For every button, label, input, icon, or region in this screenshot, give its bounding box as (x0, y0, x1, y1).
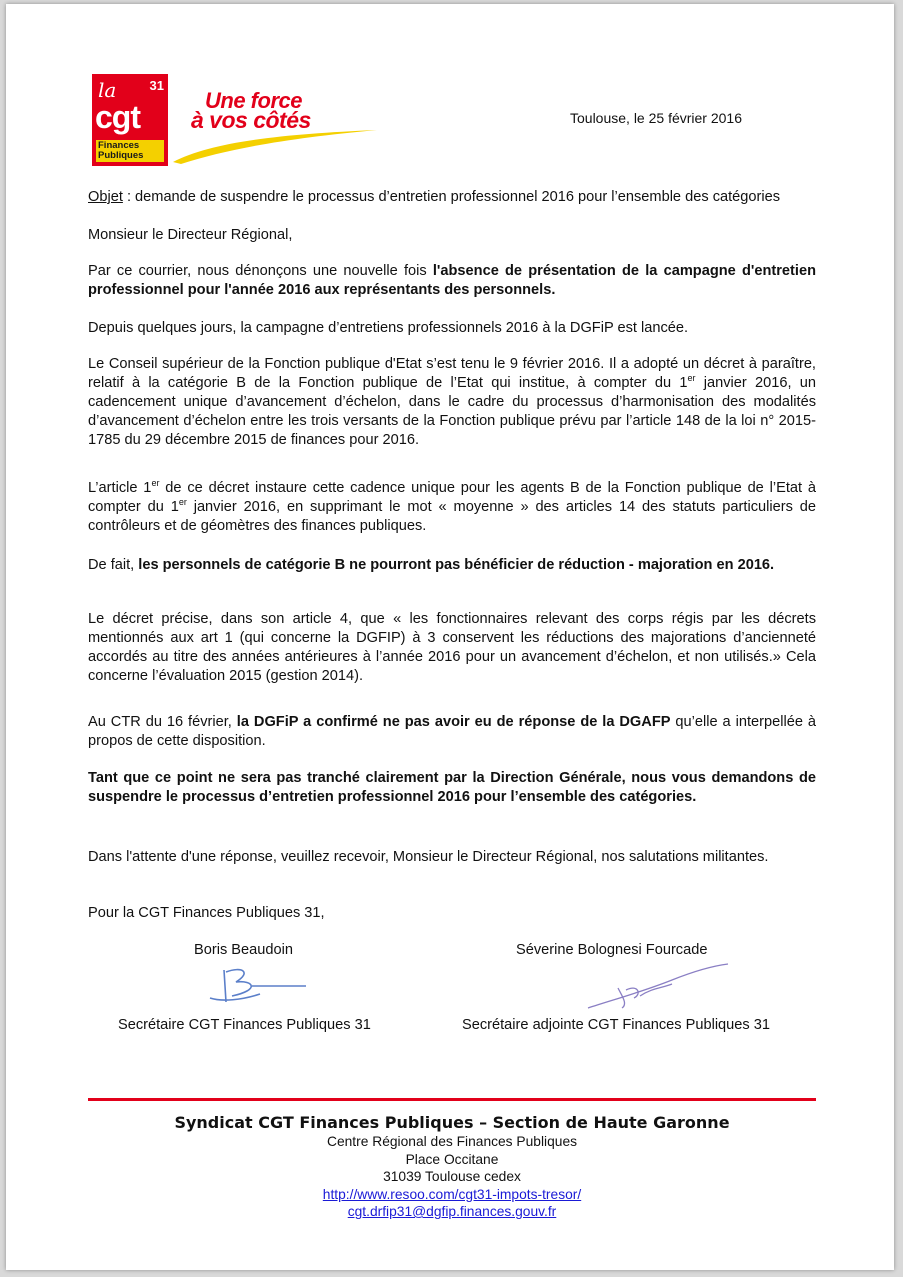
slogan-swoosh-icon (171, 122, 381, 166)
subject-line (88, 188, 816, 207)
slogan (171, 88, 381, 168)
footer-website-link[interactable]: http://www.resoo.com/cgt31-impots-tresor/ (322, 1186, 582, 1202)
subject-label: Objet (88, 189, 123, 205)
footer-address-3: 31039 Toulouse cedex (383, 1169, 521, 1184)
paragraph-6: Le décret précise, dans son article 4, que « les fonctionnaires relevant des corps régis par les décrets mentionnés aux art 1 (qui concerne la DGFIP) à 3 conservent les réductions des majorations d’ancienneté accordés au titre des années antérieures à l’année 2016 pour un avancement d’échelon, et non utilisés.» Cela concerne l’évaluation 2015 (gestion 2014). (88, 611, 816, 684)
logo-la-text: la (98, 78, 117, 102)
logo-finances-publiques: Finances Publiques (96, 140, 164, 162)
footer-address-2: Place Occitane (405, 1151, 499, 1167)
footer-title: Syndicat CGT Finances Publiques – Section de Haute Garonne (174, 1113, 730, 1132)
cgt-logo (92, 74, 168, 166)
slogan-line1: Une force (205, 88, 302, 113)
footer-email-link[interactable]: cgt.drfip31@dgfip.finances.gouv.fr (347, 1204, 557, 1219)
paragraph-7: Au CTR du 16 février, la DGFiP a confirmé ne pas avoir eu de réponse de la DGAFP qu’elle a interpellée à propos de cette disposition. (88, 714, 816, 749)
signatory-2-title: Secrétaire adjointe CGT Finances Publiques 31 (462, 1017, 770, 1033)
paragraph-9: Dans l'attente d'une réponse, veuillez recevoir, Monsieur le Directeur Régional, nos salutations militantes. (88, 849, 769, 865)
footer (88, 1112, 816, 1221)
salutation: Monsieur le Directeur Régional, (88, 227, 293, 243)
footer-divider (88, 1098, 816, 1101)
paragraph-8: Tant que ce point ne sera pas tranché clairement par la Direction Générale, nous vous demandons de suspendre le processus d’entretien professionnel 2016 pour l’ensemble des catégories. (88, 770, 816, 805)
logo-cgt-text: cgt (95, 99, 140, 135)
letter-page (6, 4, 894, 1270)
signatory-2-name: Séverine Bolognesi Fourcade (516, 942, 708, 958)
slogan-line2: à vos côtés (191, 107, 311, 133)
signatory-1-name: Boris Beaudoin (194, 942, 293, 958)
letter-date: Toulouse, le 25 février 2016 (570, 110, 742, 126)
signature-2-icon (582, 958, 732, 1014)
paragraph-2: Depuis quelques jours, la campagne d’entretiens professionnels 2016 à la DGFiP est lancée. (88, 320, 689, 336)
closing-line: Pour la CGT Finances Publiques 31, (88, 905, 325, 921)
signatory-1-title: Secrétaire CGT Finances Publiques 31 (118, 1017, 371, 1033)
logo-number: 31 (149, 78, 164, 93)
paragraph-4: L’article 1er de ce décret instaure cette cadence unique pour les agents B de la Fonction publique de l’Etat à compter du 1er janvier 2016, en supprimant le mot « moyenne » des articles 14 des statuts particuliers de contrôleurs et de géomètres des finances publiques. (88, 478, 817, 534)
subject-text: : demande de suspendre le processus d’entretien professionnel 2016 pour l’ensemble des catégories (122, 189, 781, 205)
paragraph-1: Par ce courrier, nous dénonçons une nouvelle fois l'absence de présentation de la campagne d'entretien professionnel pour l'année 2016 aux représentants des personnels. (88, 263, 816, 298)
paragraph-3: Le Conseil supérieur de la Fonction publique d'Etat s’est tenu le 9 février 2016. Il a adopté un décret à paraître, relatif à la catégorie B de la Fonction publique de l’Etat qui institue, à compter du 1er janvier 2016, un cadencement unique d’avancement d’échelon, dans le cadre du processus d’harmonisation des modalités d’avancement d’échelon entre les trois versants de la Fonction publique prévu par l’article 148 de la loi n° 2015-1785 du 29 décembre 2015 de finances pour 2016. (88, 356, 816, 448)
signature-1-icon (202, 964, 312, 1008)
footer-address-1: Centre Régional des Finances Publiques (326, 1134, 578, 1149)
paragraph-5: De fait, les personnels de catégorie B ne pourront pas bénéficier de réduction - majoration en 2016. (88, 557, 775, 573)
